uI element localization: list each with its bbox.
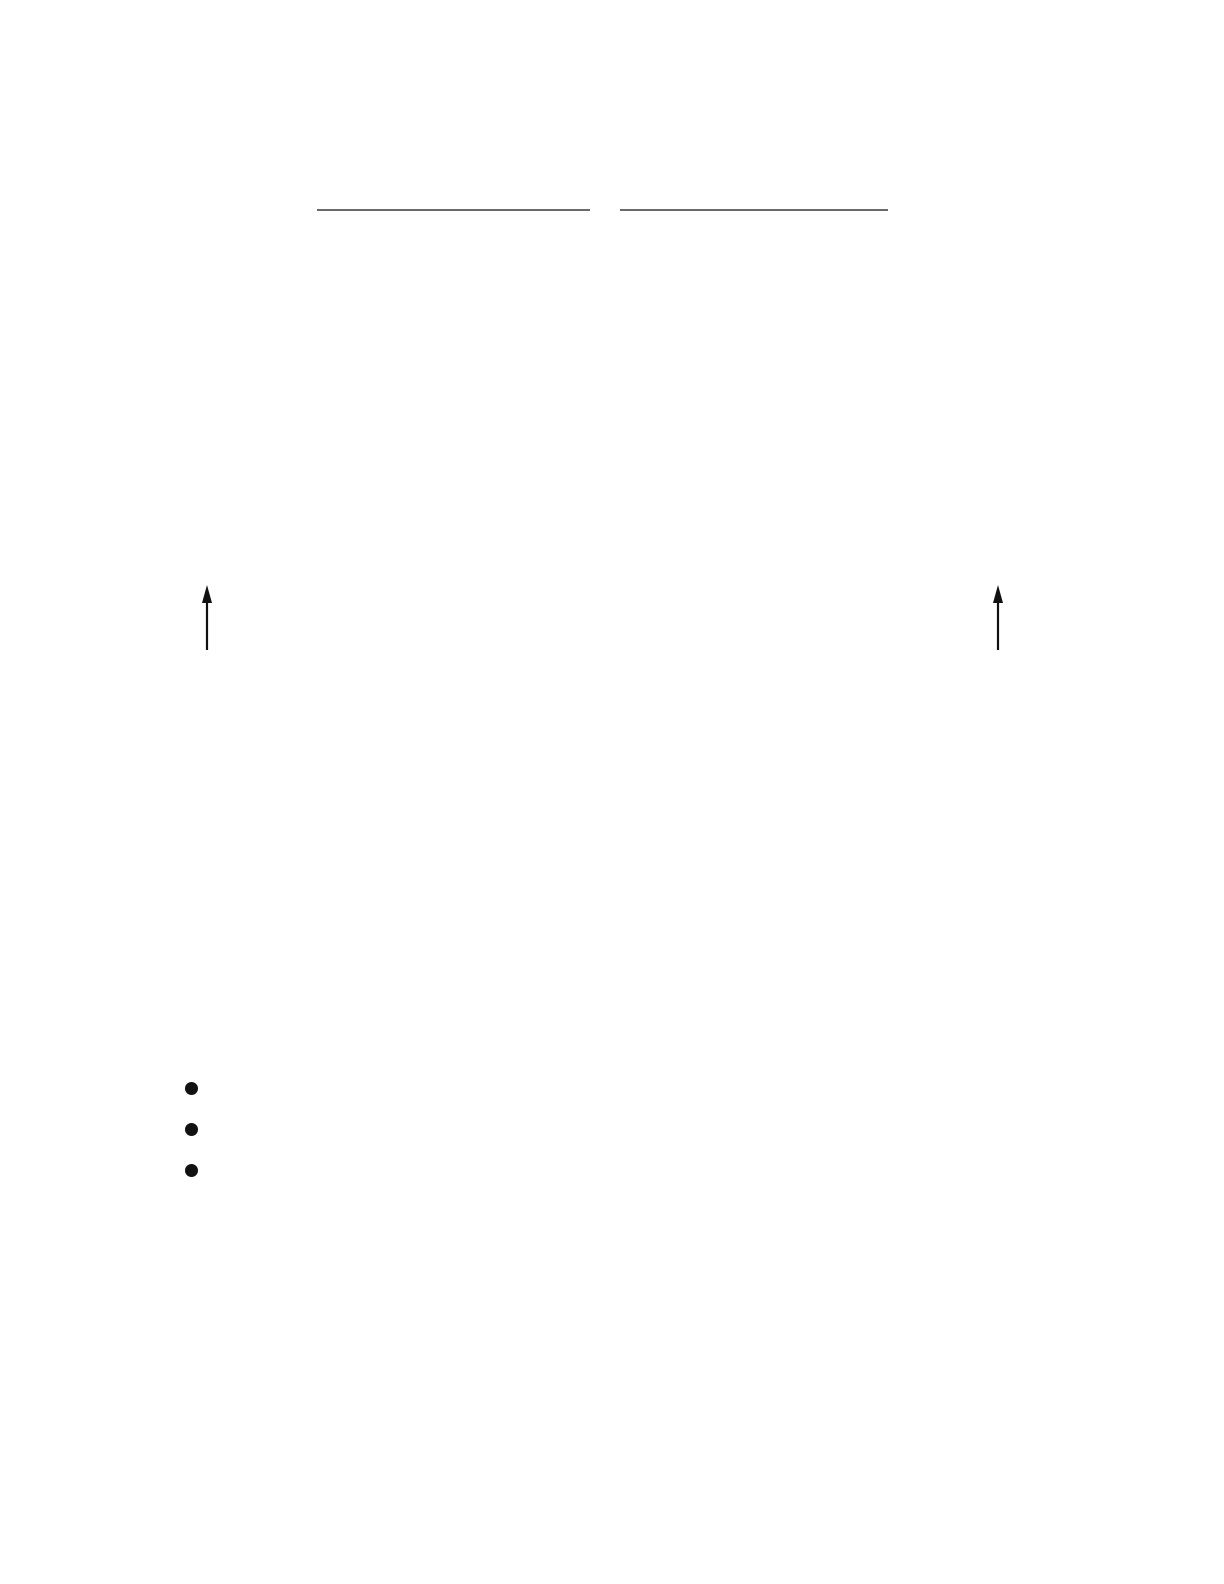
bullet-list (185, 1068, 1065, 1191)
figure-6-data-bytes-diagram (150, 525, 1080, 725)
bullet-icon (185, 1123, 198, 1136)
bullet-icon (185, 1082, 198, 1095)
right-arrow (993, 585, 1003, 650)
list-item (185, 1109, 1065, 1150)
list-item (185, 1068, 1065, 1109)
bullet-icon (185, 1164, 198, 1177)
list-item (185, 1150, 1065, 1191)
figure-5-byte-diagram (150, 60, 1050, 460)
left-arrow (202, 585, 212, 650)
